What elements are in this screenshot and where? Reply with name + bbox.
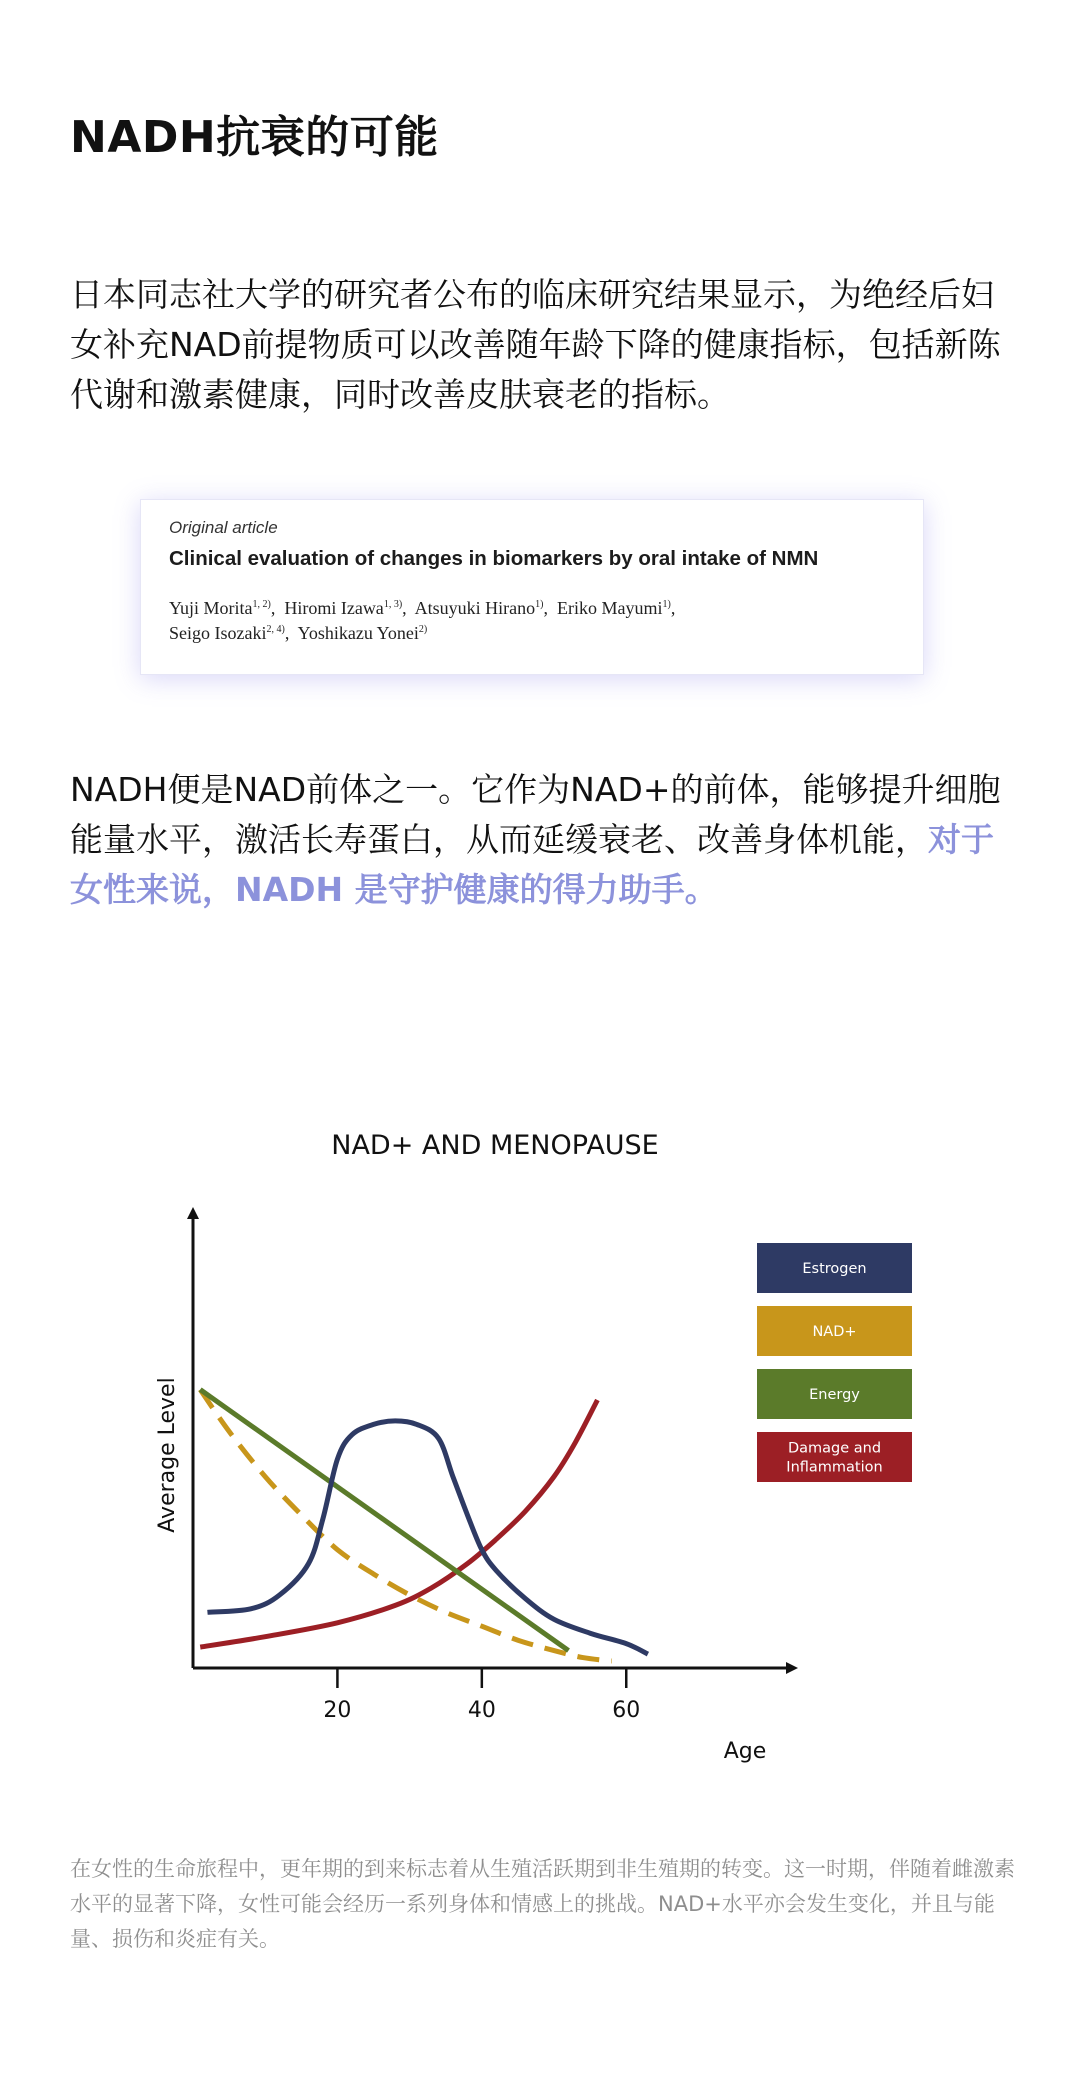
y-axis-label: Average Level — [155, 1377, 180, 1533]
paper-title: Clinical evaluation of changes in biomarkers by oral intake of NMN — [169, 547, 819, 570]
x-tick-label: 20 — [323, 1698, 352, 1723]
intro-paragraph: 日本同志社大学的研究者公布的临床研究结果显示，为绝经后妇女补充NAD前提物质可以改善随年龄下降的健康指标，包括新陈代谢和激素健康，同时改善皮肤衰老的指标。 — [70, 275, 1001, 414]
legend-label: NAD+ — [812, 1324, 857, 1340]
nadh-paragraph-text: NADH便是NAD前体之一。它作为NAD+的前体，能够提升细胞能量水平，激活长寿蛋白，从而延缓衰老、改善身体机能， — [70, 770, 1001, 859]
paper-author: Hiromi Izawa$^{1, 3)}$ — [284, 598, 403, 618]
series-line-estrogen — [207, 1421, 647, 1654]
paper-screenshot-card — [140, 499, 924, 675]
paper-author: Yuji Morita$^{1, 2)}$ — [169, 598, 271, 618]
nadh-highlight-text: 对于女性来说，NADH 是守护健康的得力助手。 — [70, 820, 994, 909]
paper-author: Atsuyuki Hirano$^{1)}$ — [414, 598, 544, 618]
legend-label: Estrogen — [802, 1261, 867, 1277]
paper-author: Seigo Isozaki$^{2, 4)}$ — [169, 623, 285, 643]
legend-label: Damage and Inflammation — [786, 1440, 883, 1476]
nad-menopause-chart — [0, 1110, 1080, 1810]
legend-label: Energy — [809, 1387, 860, 1403]
x-axis-label: Age — [723, 1739, 767, 1764]
paper-author: Yoshikazu Yonei$^{2)}$ — [297, 623, 428, 643]
nadh-paragraph — [70, 765, 1010, 915]
paper-author: Eriko Mayumi$^{1)}$ — [557, 598, 671, 618]
x-tick-label: 60 — [612, 1698, 641, 1723]
chart-title: NAD+ AND MENOPAUSE — [331, 1130, 659, 1161]
paper-article-type: Original article — [169, 518, 278, 537]
page-title: NADH抗衰的可能 — [70, 112, 439, 163]
paper-authors: Yuji Morita$^{1, 2)}$, Hiromi Izawa$^{1, 3)}$, Atsuyuki Hirano$^{1)}$, Eriko Mayumi$^{1)}$, Seigo Isozaki$^{2, 4)}$, Yoshikazu Yonei$^{2)}$ — [169, 598, 676, 643]
chart-caption: 在女性的生命旅程中，更年期的到来标志着从生殖活跃期到非生殖期的转变。这一时期，伴随着雌激素水平的显著下降，女性可能会经历一系列身体和情感上的挑战。NAD+水平亦会发生变化，并且与能量、损伤和炎症有关。 — [70, 1857, 1015, 1951]
x-tick-label: 40 — [467, 1698, 496, 1723]
